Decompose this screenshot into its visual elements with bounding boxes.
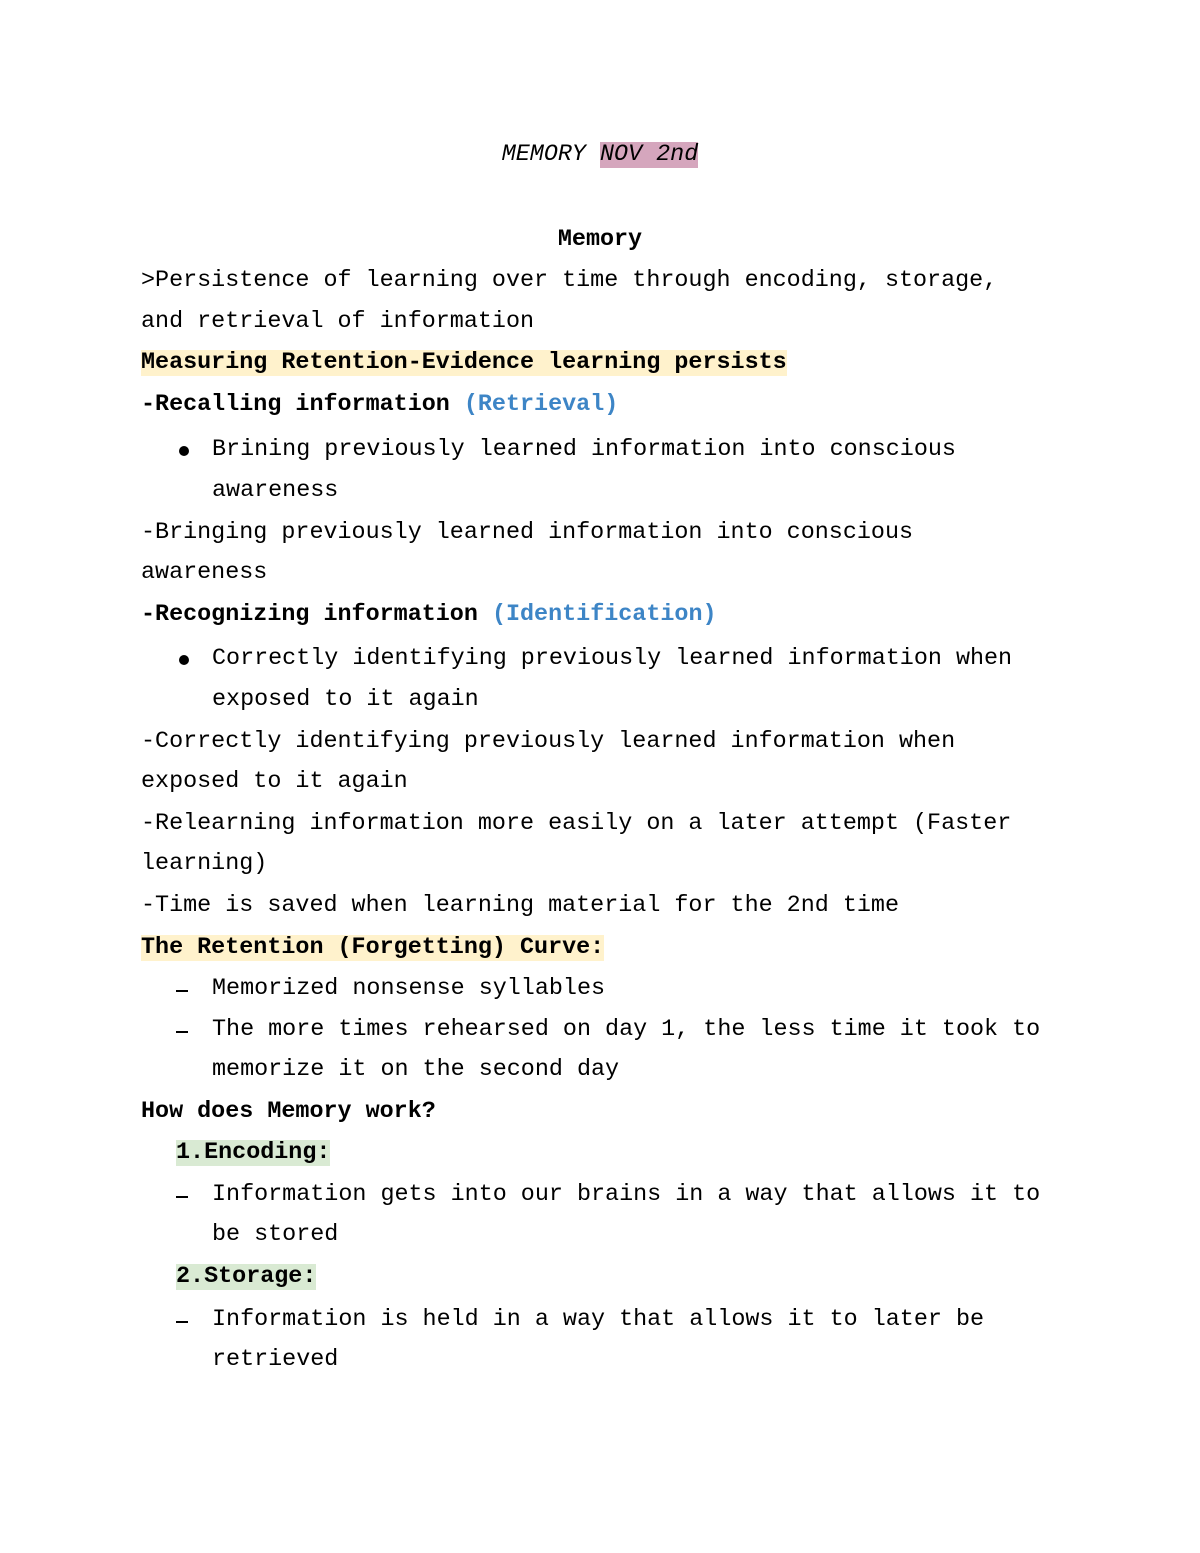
step1-number: 1. bbox=[176, 1140, 205, 1166]
bullet-dot-icon bbox=[179, 446, 189, 456]
memory-definition-line1: >Persistence of learning over time through encoding, storage, bbox=[141, 268, 998, 294]
memory-heading: Memory bbox=[557, 227, 643, 253]
memory-definition-line2: and retrieval of information bbox=[141, 309, 535, 335]
recall-tag: (Retrieval) bbox=[463, 392, 619, 418]
recall-label: -Recalling information bbox=[141, 392, 450, 418]
recognize-text-line2: exposed to it again bbox=[141, 769, 408, 795]
step1-label: Encoding: bbox=[204, 1140, 331, 1166]
recognize-label-line bbox=[141, 600, 717, 630]
how-heading: How does Memory work? bbox=[141, 1099, 436, 1125]
curve-item2-line1: The more times rehearsed on day 1, the less time it took to bbox=[212, 1017, 1041, 1043]
step2-line1: Information is held in a way that allows it to later be bbox=[212, 1307, 985, 1333]
recognize-text-line1: -Correctly identifying previously learned information when bbox=[141, 729, 956, 755]
recall-label-line bbox=[141, 390, 618, 420]
curve-item1: Memorized nonsense syllables bbox=[212, 976, 606, 1002]
dash-bullet-icon bbox=[176, 990, 188, 992]
title-date: NOV 2nd bbox=[600, 142, 699, 168]
recall-bullet-line2: awareness bbox=[212, 478, 339, 504]
dash-bullet-icon bbox=[176, 1321, 188, 1323]
curve-heading-text: The Retention (Forgetting) Curve: bbox=[141, 935, 605, 961]
step2-label: Storage: bbox=[204, 1264, 317, 1290]
page-title bbox=[0, 140, 1200, 170]
recall-text-line2: awareness bbox=[141, 560, 268, 586]
step1-line1: Information gets into our brains in a way that allows it to bbox=[212, 1182, 1041, 1208]
dash-bullet-icon bbox=[176, 1031, 188, 1033]
measuring-heading bbox=[141, 348, 787, 378]
curve-heading bbox=[141, 933, 604, 963]
step2-line2: retrieved bbox=[212, 1347, 339, 1373]
recognize-bullet-line2: exposed to it again bbox=[212, 687, 479, 713]
step1-line2: be stored bbox=[212, 1222, 339, 1248]
curve-item2-line2: memorize it on the second day bbox=[212, 1057, 620, 1083]
step2-heading bbox=[176, 1262, 316, 1292]
time-saved-line: -Time is saved when learning material for the 2nd time bbox=[141, 893, 899, 919]
dash-bullet-icon bbox=[176, 1196, 188, 1198]
measuring-heading-text: Measuring Retention-Evidence learning persists bbox=[141, 350, 787, 376]
recall-bullet-line1: Brining previously learned information into conscious bbox=[212, 437, 956, 463]
recognize-tag: (Identification) bbox=[491, 602, 717, 628]
title-text: MEMORY bbox=[501, 142, 586, 168]
step1-heading bbox=[176, 1138, 330, 1168]
relearn-line1: -Relearning information more easily on a later attempt (Faster bbox=[141, 811, 1012, 837]
recognize-bullet-line1: Correctly identifying previously learned information when bbox=[212, 646, 1013, 672]
step2-number: 2. bbox=[176, 1264, 205, 1290]
recall-text-line1: -Bringing previously learned information into conscious bbox=[141, 520, 914, 546]
relearn-line2: learning) bbox=[141, 851, 268, 877]
bullet-dot-icon bbox=[179, 655, 189, 665]
recognize-label: -Recognizing information bbox=[141, 602, 478, 628]
